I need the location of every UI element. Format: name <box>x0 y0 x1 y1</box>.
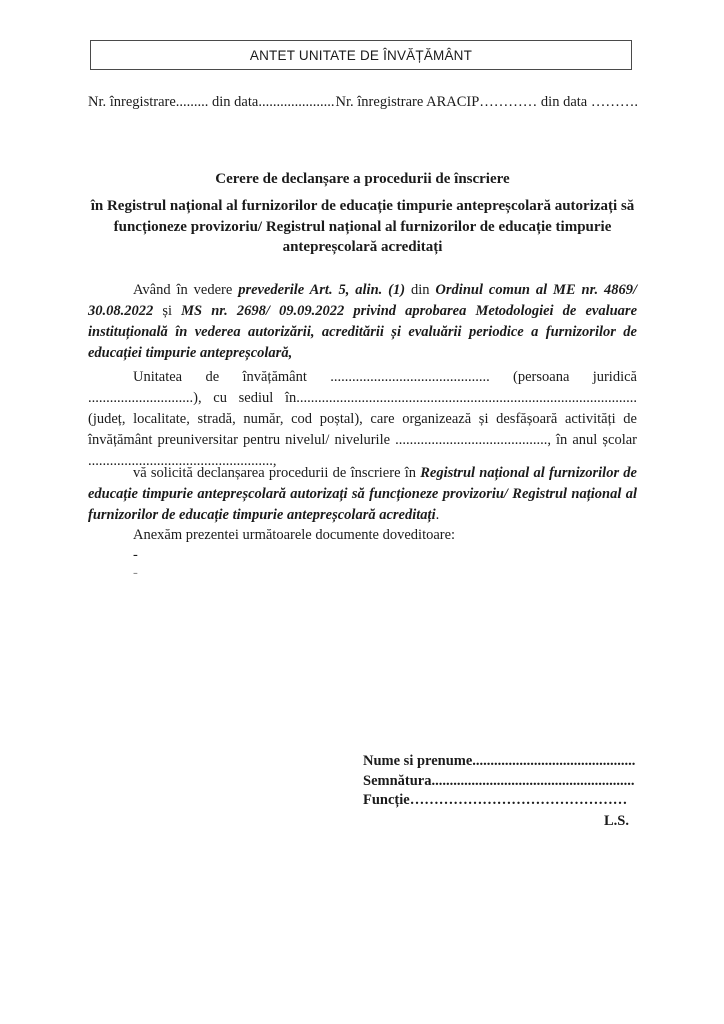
text-run: Având în vedere <box>133 282 239 298</box>
registration-row <box>88 94 638 111</box>
signature-sign-field: Semnătura........................................................ <box>363 772 635 789</box>
legal-reference-order-me: Ordinul comun al ME nr. 4869/ 30.08.2022 <box>88 282 637 319</box>
signature-block <box>363 752 637 831</box>
request-paragraph <box>88 463 637 526</box>
page-subtitle: în Registrul național al furnizorilor de educație timpurie antepreșcolară autorizați să funcționeze provizoriu/ Registrul național al furnizorilor de educație timpurie antepreșcolară acreditați <box>90 198 635 255</box>
registry-name-emphasis: Registrul național al furnizorilor de educație timpurie antepreșcolară autorizați să funcționeze provizoriu/ Registrul național al furnizorilor de educație timpurie antepreșcolară acreditați <box>88 465 637 523</box>
page-title: Cerere de declanșare a procedurii de înscriere <box>215 171 510 187</box>
text-run: și <box>153 303 182 319</box>
seal-placeholder: L.S. <box>604 812 629 829</box>
signature-function-field: Funcție……………………………………… <box>363 792 628 808</box>
annex-section <box>88 525 637 582</box>
signature-name-field: Nume si prenume............................................. <box>363 753 636 769</box>
letterhead-box <box>90 40 632 70</box>
annex-list-item: - <box>133 565 138 581</box>
text-run: . <box>435 507 440 523</box>
annex-list-item: - <box>133 547 138 563</box>
text-run: vă solicită declanșarea procedurii de înscriere în <box>133 465 421 481</box>
legal-basis-paragraph <box>88 280 637 364</box>
registration-number-school-field: Nr. înregistrare......... din data..................... <box>88 94 335 110</box>
unit-details-paragraph: Unitatea de învățământ ............................................ (persoana juridică .............................), cu sediul în.............................................................................................. (județ, localitate, stradă, număr, cod poștal), care organizează și desfășoară activități de învățământ preuniversitar pentru nivelul/ nivelurile .........................................., în anul școlar ..................................................., <box>88 369 637 469</box>
legal-reference-article: prevederile Art. 5, alin. (1) <box>238 282 406 298</box>
text-run: din <box>405 282 436 298</box>
annex-intro: Anexăm prezentei următoarele documente doveditoare: <box>133 527 456 543</box>
letterhead-label: ANTET UNITATE DE ÎNVĂȚĂMÂNT <box>249 47 473 63</box>
registration-number-aracip-field: Nr. înregistrare ARACIP………… din data ………. <box>335 94 638 110</box>
legal-reference-order-ms: MS nr. 2698/ 09.09.2022 privind aprobarea Metodologiei de evaluare instituțională în vederea autorizării, acreditării și evaluării periodice a furnizorilor de educației timpurie antepreșcolară, <box>88 303 638 361</box>
